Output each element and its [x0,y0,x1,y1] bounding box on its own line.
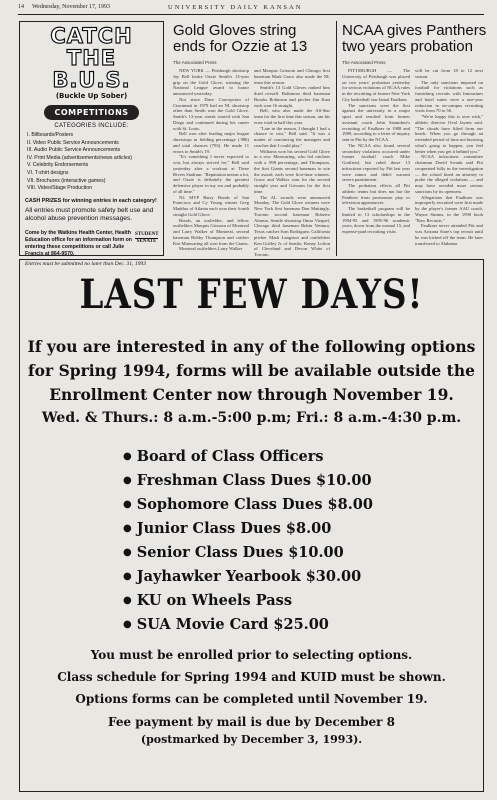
list-item: ● SUA Movie Card $25.00 [123,616,329,633]
bullet-icon: ● [123,523,132,534]
list-item: ● Sophomore Class Dues $8.00 [123,496,373,513]
issue-date: Wednesday, November 17, 1993 [32,4,110,10]
page-header [18,3,484,13]
list-item: I. Billboards/Posters [27,132,74,138]
article-byline: The Associated Press [173,60,217,65]
list-item: ● Freshman Class Dues $10.00 [123,472,372,489]
bullet-icon: ● [123,499,132,510]
bus-competition-ad [19,21,164,267]
contact-block [25,230,158,258]
list-item: ● Board of Class Officers [123,448,324,465]
cash-prizes: CASH PRIZES for winning entries in each category! [25,197,157,204]
footer-line: (postmarked by December 3, 1993). [140,733,363,746]
competitions-banner: COMPETITIONS [44,105,139,120]
entries-note: All entries must promote safety belt use and alcohol abuse prevention messages. [25,206,154,222]
student-senate-logo: STUDENT SENATE [135,231,159,244]
categories-list [27,132,158,193]
list-item: III. Audio Public Service Announcements [27,147,121,154]
column-divider [336,21,337,256]
intro-line: for Spring 1994, forms will be available outside the [28,361,475,380]
header-rule [18,14,484,15]
options-list [123,445,373,637]
article-column: NEW YORK — Pittsburgh shortstop Jay Bell broke Ozzie Smith's 13-year grip on the Gold Glove, winning the National League award to honor announced yesterday. Not since Dave Concepcion of Cincinnati in 1979 had an NL shortstop other than Smith won the Gold Glove. Smith's 13-year streak started with San Diego and continued during his career with St. Louis. Bell won after leading major league shortstops in fielding percentage (.986) and total chances (793). He made 11 errors to Smith's 19. "It's something I never expected to win, but always strived for," Bell said yesterday after a workout at Three Rivers Stadium. "Reputation means a lot, and Ozzie is definitely the greatest defensive player in my era and probably of all time." NL MVP Barry Bonds of San Francisco and Cy Young winner Greg Maddux of Atlanta each won their fourth straight Gold Glove. Bonds, an outfielder, and fellow outfielders Marquis Grissom of Montreal and Larry Walker of Montreal, second baseman Robby Thompson and catcher Kirt Manwaring all won from the Giants. Montreal outfielders Larry Walker [173,68,249,252]
article-column: will be cut from 18 to 12 next season. The only sanctions imposed on football for violations such as furnishing recruits with limousines and hotel suites were a one-year reduction in on-campus recruiting visits from 70 to 56. "We're happy this is over with," athletic director Oval Jaynes said. "The clouds have lifted from our heads. When you go through an extended period of time not knowing what's going to happen, you feel better when you get it behind you." NCAA infractions committee chairman David Swank said Pitt cooperated fully in the investigation — the school hired an attorney to probe the alleged violations — and may have avoided more serious sanctions by its openness. Allegations that Faulkner was improperly recruited were first made by the player's former AAU coach, Wayne Simms, in the 1990 book "Raw Recruits." Faulkner never attended Pitt and was Arizona State's top recruit until he was kicked off the team. He later transferred to Alabama. [415,68,483,246]
page-number: 14 [18,4,24,10]
categories-heading: CATEGORIES INCLUDE: [54,123,129,129]
footer-line: Options forms can be completed until November 19. [75,692,428,706]
list-item: II. Video Public Service Announcements [27,139,119,146]
list-item: IV. Print Media (advertisements/news articles) [27,154,133,161]
ad-headline: LAST FEW DAYS! [79,271,424,319]
bullet-icon: ● [123,451,132,462]
article-byline: The Associated Press [342,60,386,65]
article-headline-gold-gloves: Gold Gloves string ends for Ozzie at 13 [173,22,308,55]
intro-line: Enrollment Center now through November 19. [49,385,454,404]
footer-line: Class schedule for Spring 1994 and KUID must be shown. [57,670,446,684]
article-headline-ncaa: NCAA gives Panthers two years probation [342,22,487,55]
footer-line: Fee payment by mail is due by December 8 [107,715,396,729]
paper-name: UNIVERSITY DAILY KANSAN [168,4,303,11]
list-item: ● Senior Class Dues $10.00 [123,544,344,561]
ad-subtitle: (Buckle Up Sober) [55,92,128,100]
footer-line: You must be enrolled prior to selecting options. [90,648,413,662]
list-item: ● Junior Class Dues $8.00 [123,520,332,537]
list-item: V. Celebrity Endorsements [27,162,89,169]
last-few-days-ad [19,259,484,792]
bullet-icon: ● [123,547,132,558]
article-column: PITTSBURGH — The University of Pittsburgh was placed on two years' probation yesterday for serious violations of NCAA rules in the recruiting of former New York City basketball star Jamal Faulkner. The sanctions were the first against the university in a major sport and resulted from former assistant coach John Sarandrea's recruiting of Faulkner in 1988 and 1989, according to a letter of inquiry sent to Pitt by the NCAA. The NCAA also found several secondary violations occurred under former football coach Mike Gottfried, but ruled those 13 infractions reported by Pitt last year were minor and didn't warrant severe punishment. The probation effects all Pitt athletic teams but does not bar the Panthers from postseason play or television appearances. The basketball program will be limited to 13 scholarships in the 1994-95 and 1995-96 academic years, down from the normal 15, and expense-paid recruiting visits [342,68,410,234]
office-hours: Wed. & Thurs.: 8 a.m.-5:00 p.m; Fri.: 8 a.m.-4:30 p.m. [41,410,462,426]
ad-title: CATCH THE B.U.S. [50,24,133,92]
bullet-icon: ● [123,571,132,582]
bullet-icon: ● [123,619,132,630]
list-item: ● Jayhawker Yearbook $30.00 [123,568,362,585]
article-column: and Marquis Grissom and Chicago first baseman Mark Grace also made the NL team this season. Smith's 13 Gold Gloves ranked him third overall. Baltimore third baseman Brooks Robinson and pitcher Jim Kaat each won 16 straight. Bell, who also made the All-Star team for the first time this season, ran his error total in half this year. "Late in the season, I thought I had a chance to win," Bell said. "It was a matter of convincing the managers and coaches that I could play." Williams won his second Gold Glove in a row. Manwaring, who led catchers with a .998 percentage, and Thompson, the first Giants second baseman to win the award, each were first-time winners. Grace and Walker won for the second straight year and Grissom for the first time. The AL awards were announced Monday. The Gold Glove winners were New York first baseman Don Mattingly, Toronto second baseman Roberto Alomar, Seattle shortstop Omar Vizquel, Chicago third baseman Robin Ventura, Texas catcher Ivan Rodriguez, California pitcher Mark Langston and outfielders Ken Griffey Jr. of Seattle, Kenny Lofton of Cleveland and Devon White of Toronto. [254,68,330,256]
entry-deadline: Entries must be submitted no later than Dec. 31, 1993 [25,260,147,267]
list-item: VI. T-shirt designs [27,169,69,176]
contact-text: Come by the Watkins Health Center, Health Education office for an information form on entering these competitions or call Julie Francis at 864-9570. [25,229,132,257]
list-item: VIII. Video/Stage Production [27,185,93,192]
list-item: VII. Brochures (interactive games) [27,177,106,184]
bullet-icon: ● [123,595,132,606]
list-item: ● KU on Wheels Pass [123,592,293,609]
bullet-icon: ● [123,475,132,486]
intro-line: If you are interested in any of the following options [27,337,476,356]
